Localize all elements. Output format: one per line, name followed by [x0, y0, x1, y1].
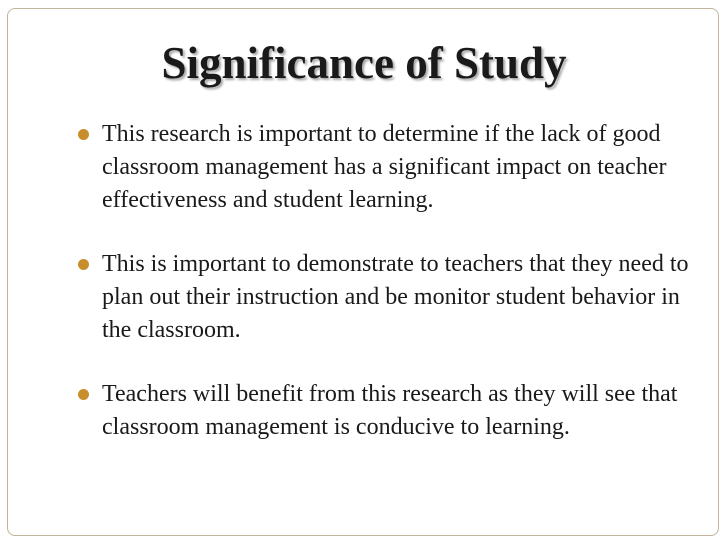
- bullet-dot-icon: [78, 259, 89, 270]
- bullet-item: [102, 378, 702, 444]
- bullet-item: [102, 118, 702, 217]
- bullet-text: Teachers will benefit from this research as they will see that classroom management is conducive to learning.: [102, 381, 678, 440]
- bullet-dot-icon: [78, 129, 89, 140]
- bullet-item: [102, 248, 702, 347]
- slide-title: Significance of Study: [161, 38, 567, 88]
- bullet-text: This research is important to determine if the lack of good classroom management has a significant impact on teacher effectiveness and student learning.: [102, 121, 667, 213]
- bullet-dot-icon: [78, 389, 89, 400]
- bullet-text: This is important to demonstrate to teachers that they need to plan out their instruction and be monitor student behavior in the classroom.: [102, 251, 689, 343]
